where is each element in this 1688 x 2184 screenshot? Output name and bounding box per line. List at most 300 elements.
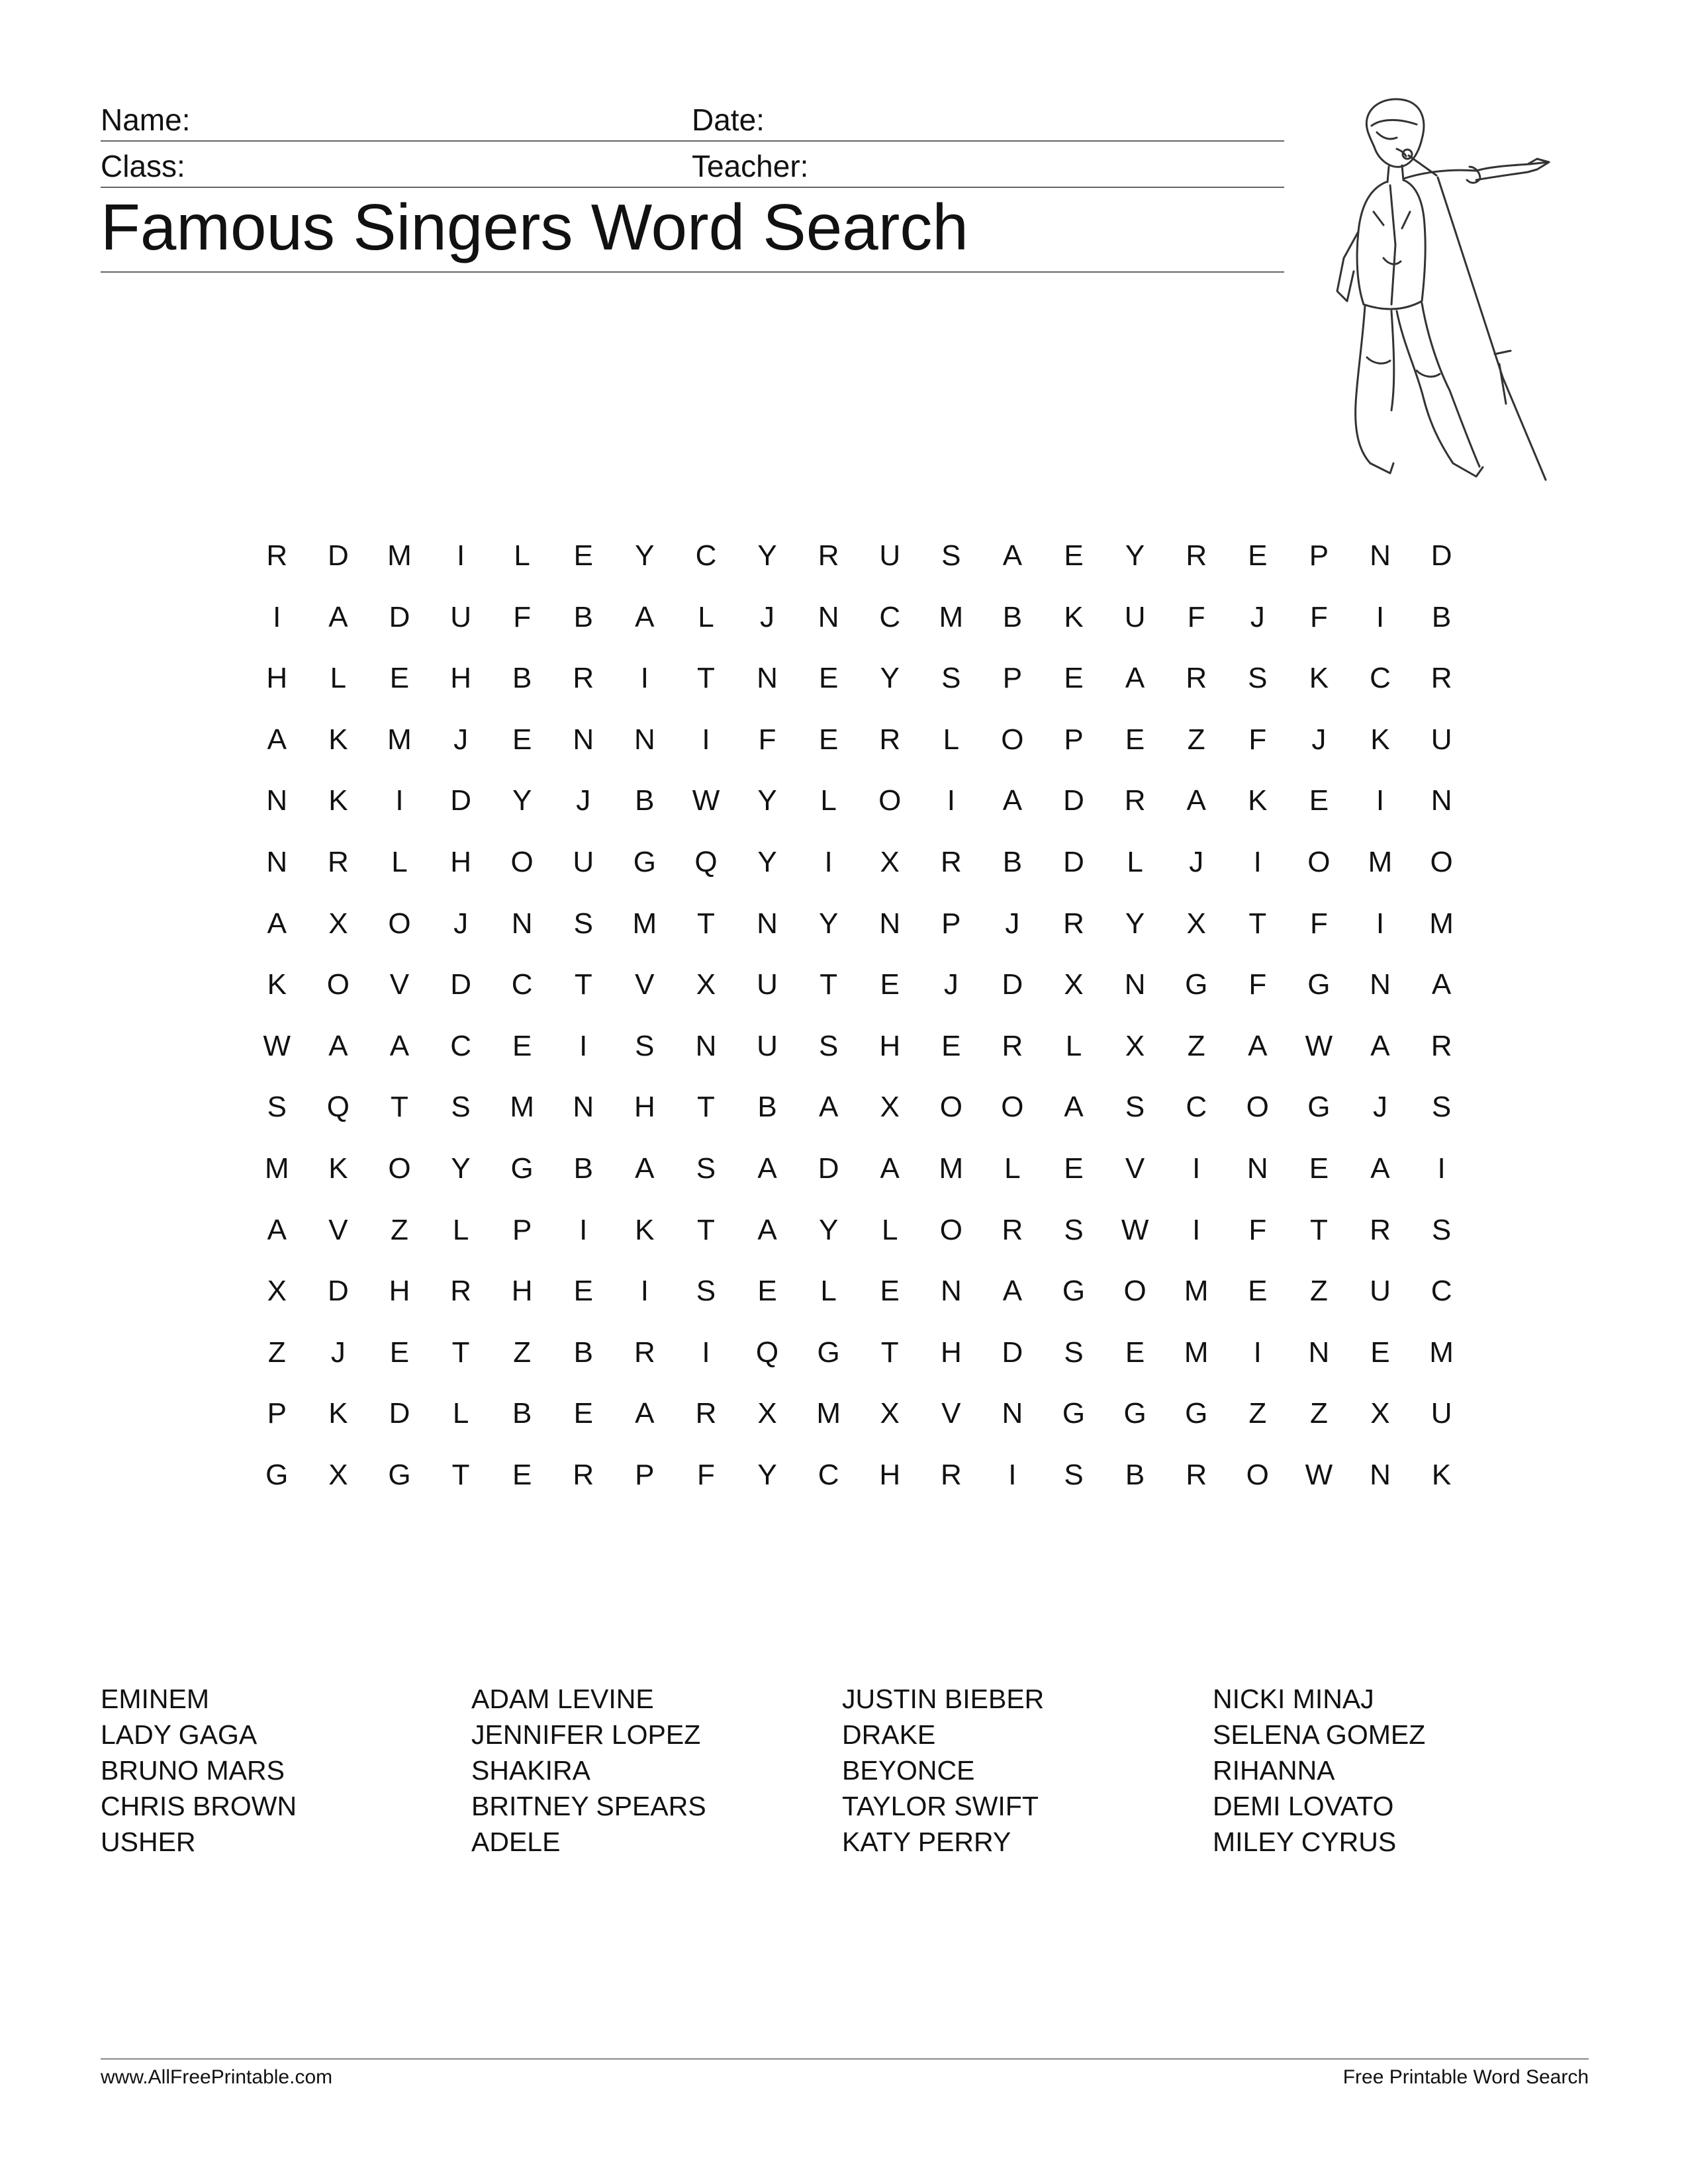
grid-letter: Y xyxy=(635,539,655,572)
grid-letter: A xyxy=(267,1213,287,1246)
grid-letter: Z xyxy=(1309,1397,1328,1430)
grid-letter: Z xyxy=(1309,1275,1328,1308)
grid-letter: H xyxy=(940,1336,962,1369)
grid-letter: N xyxy=(879,907,901,940)
grid-letter: S xyxy=(1431,1091,1452,1124)
word-item: USHER xyxy=(101,1827,196,1857)
grid-letter: V xyxy=(1125,1152,1145,1185)
grid-letter: S xyxy=(1064,1336,1084,1369)
grid-letter: E xyxy=(1309,1152,1329,1185)
footer-caption: Free Printable Word Search xyxy=(1342,2066,1589,2088)
grid-row xyxy=(246,904,1472,966)
grid-letter: N xyxy=(511,907,533,940)
grid-letter: L xyxy=(514,539,530,572)
grid-letter: A xyxy=(635,600,655,633)
grid-letter: I xyxy=(1376,907,1385,940)
word-item: CHRIS BROWN xyxy=(101,1791,297,1821)
grid-letter: X xyxy=(757,1397,777,1430)
grid-letter: F xyxy=(1248,968,1267,1001)
grid-letter: L xyxy=(452,1213,469,1246)
grid-letter: U xyxy=(573,845,594,878)
grid-letter: X xyxy=(328,907,348,940)
grid-letter: I xyxy=(824,845,833,878)
grid-letter: W xyxy=(692,784,720,817)
grid-letter: C xyxy=(1370,662,1391,695)
grid-letter: Y xyxy=(451,1152,471,1185)
grid-letter: E xyxy=(1248,1275,1268,1308)
grid-letter: J xyxy=(453,907,469,940)
grid-letter: A xyxy=(1002,539,1023,572)
grid-letter: A xyxy=(757,1152,777,1185)
grid-letter: P xyxy=(1002,662,1023,695)
grid-letter: C xyxy=(1430,1275,1452,1308)
grid-letter: G xyxy=(265,1458,289,1491)
grid-letter: R xyxy=(450,1275,471,1308)
grid-letter: N xyxy=(1370,968,1391,1001)
grid-letter: X xyxy=(880,845,900,878)
grid-letter: A xyxy=(1248,1029,1268,1062)
grid-letter: I xyxy=(1376,600,1385,633)
grid-letter: I xyxy=(640,662,649,695)
grid-letter: U xyxy=(757,968,778,1001)
grid-letter: F xyxy=(1248,723,1267,756)
class-teacher-row xyxy=(101,140,1284,188)
grid-letter: B xyxy=(1002,845,1023,878)
grid-letter: E xyxy=(818,723,839,756)
grid-letter: M xyxy=(1184,1336,1209,1369)
grid-letter: Y xyxy=(757,1458,777,1491)
grid-letter: O xyxy=(1430,845,1453,878)
grid-letter: S xyxy=(1064,1213,1084,1246)
grid-letter: D xyxy=(389,1397,410,1430)
grid-letter: Q xyxy=(326,1091,350,1124)
grid-letter: I xyxy=(1376,784,1385,817)
grid-letter: J xyxy=(1250,600,1265,633)
grid-letter: R xyxy=(1430,662,1452,695)
grid-letter: J xyxy=(943,968,959,1001)
grid-letter: O xyxy=(326,968,350,1001)
page-footer xyxy=(101,2058,1589,2088)
grid-letter: F xyxy=(513,600,532,633)
grid-letter: S xyxy=(1064,1458,1084,1491)
grid-letter: D xyxy=(389,600,410,633)
grid-letter: A xyxy=(1002,1275,1023,1308)
grid-letter: Z xyxy=(391,1213,408,1246)
word-item: RIHANNA xyxy=(1213,1755,1335,1786)
grid-letter: W xyxy=(1305,1458,1333,1491)
grid-letter: O xyxy=(510,845,534,878)
grid-letter: D xyxy=(1063,845,1084,878)
grid-letter: F xyxy=(1309,907,1328,940)
grid-letter: N xyxy=(757,662,778,695)
grid-letter: G xyxy=(1062,1275,1086,1308)
grid-letter: B xyxy=(635,784,655,817)
grid-letter: I xyxy=(273,600,281,633)
grid-letter: F xyxy=(697,1458,715,1491)
grid-letter: V xyxy=(389,968,410,1001)
grid-letter: H xyxy=(633,1091,655,1124)
grid-letter: X xyxy=(267,1275,287,1308)
grid-letter: R xyxy=(1124,784,1146,817)
class-label: Class: xyxy=(101,149,185,183)
grid-letter: T xyxy=(880,1336,899,1369)
grid-letter: M xyxy=(387,723,412,756)
grid-letter: D xyxy=(328,539,349,572)
grid-letter: E xyxy=(389,1336,410,1369)
word-item: BRUNO MARS xyxy=(101,1755,285,1786)
grid-letter: D xyxy=(1430,539,1452,572)
grid-letter: K xyxy=(1248,784,1268,817)
grid-letter: O xyxy=(1001,1091,1024,1124)
grid-letter: B xyxy=(573,600,593,633)
word-item: SHAKIRA xyxy=(471,1755,590,1786)
grid-row xyxy=(246,659,1472,720)
grid-letter: L xyxy=(820,1275,837,1308)
grid-letter: A xyxy=(328,600,348,633)
grid-letter: N xyxy=(266,784,288,817)
grid-letter: A xyxy=(267,723,287,756)
grid-row xyxy=(246,1149,1472,1210)
grid-letter: R xyxy=(1186,539,1207,572)
grid-letter: V xyxy=(941,1397,961,1430)
grid-letter: E xyxy=(573,1275,593,1308)
grid-letter: K xyxy=(267,968,287,1001)
word-item: BEYONCE xyxy=(842,1755,975,1786)
grid-letter: Q xyxy=(694,845,718,878)
grid-letter: U xyxy=(450,600,471,633)
grid-letter: Z xyxy=(1187,723,1205,756)
grid-letter: A xyxy=(1370,1029,1390,1062)
grid-letter: H xyxy=(389,1275,410,1308)
grid-letter: E xyxy=(818,662,839,695)
word-item: BRITNEY SPEARS xyxy=(471,1791,706,1821)
grid-letter: B xyxy=(512,662,532,695)
grid-letter: Y xyxy=(818,907,839,940)
grid-letter: N xyxy=(1370,539,1391,572)
grid-letter: R xyxy=(328,845,349,878)
grid-letter: O xyxy=(1307,845,1331,878)
grid-row xyxy=(246,1271,1472,1333)
grid-letter: H xyxy=(450,845,471,878)
word-item: DEMI LOVATO xyxy=(1213,1791,1394,1821)
grid-letter: K xyxy=(1431,1458,1452,1491)
grid-letter: B xyxy=(757,1091,777,1124)
grid-letter: Y xyxy=(757,539,777,572)
grid-letter: B xyxy=(512,1397,532,1430)
grid-letter: U xyxy=(1430,723,1452,756)
grid-letter: Y xyxy=(818,1213,839,1246)
word-item: ADELE xyxy=(471,1827,561,1857)
grid-letter: C xyxy=(511,968,533,1001)
grid-letter: A xyxy=(818,1091,839,1124)
grid-letter: X xyxy=(328,1458,348,1491)
grid-letter: S xyxy=(696,1275,716,1308)
grid-letter: P xyxy=(941,907,961,940)
grid-letter: E xyxy=(1248,539,1268,572)
word-column xyxy=(842,1681,1186,1860)
grid-letter: B xyxy=(573,1152,593,1185)
grid-letter: E xyxy=(512,1458,532,1491)
grid-letter: O xyxy=(1246,1458,1269,1491)
grid-row xyxy=(246,1087,1472,1149)
grid-letter: O xyxy=(878,784,902,817)
grid-letter: N xyxy=(695,1029,717,1062)
grid-letter: T xyxy=(697,907,715,940)
grid-row xyxy=(246,1333,1472,1394)
grid-letter: T xyxy=(451,1458,470,1491)
grid-letter: N xyxy=(757,907,778,940)
grid-letter: R xyxy=(573,1458,594,1491)
grid-letter: M xyxy=(1429,907,1454,940)
grid-letter: I xyxy=(1192,1213,1201,1246)
grid-letter: N xyxy=(818,600,839,633)
grid-letter: P xyxy=(1309,539,1329,572)
grid-letter: E xyxy=(1064,539,1084,572)
word-item: JUSTIN BIEBER xyxy=(842,1684,1045,1714)
name-date-row xyxy=(101,94,1284,142)
grid-letter: R xyxy=(266,539,288,572)
grid-row xyxy=(246,720,1472,782)
word-item: DRAKE xyxy=(842,1719,936,1750)
grid-letter: G xyxy=(1123,1397,1147,1430)
grid-letter: R xyxy=(818,539,839,572)
grid-letter: S xyxy=(267,1091,287,1124)
grid-letter: C xyxy=(879,600,901,633)
grid-letter: K xyxy=(1064,600,1084,633)
grid-letter: K xyxy=(1370,723,1390,756)
grid-letter: T xyxy=(697,1091,715,1124)
grid-letter: N xyxy=(1002,1397,1023,1430)
page-title: Famous Singers Word Search xyxy=(101,191,968,263)
grid-letter: T xyxy=(820,968,838,1001)
grid-letter: U xyxy=(757,1029,778,1062)
grid-letter: P xyxy=(512,1213,532,1246)
date-label: Date: xyxy=(692,103,765,137)
grid-letter: D xyxy=(450,968,471,1001)
grid-letter: L xyxy=(1127,845,1143,878)
grid-letter: G xyxy=(1307,1091,1331,1124)
grid-letter: K xyxy=(635,1213,655,1246)
grid-letter: W xyxy=(1121,1213,1149,1246)
grid-row xyxy=(246,1210,1472,1272)
grid-letter: H xyxy=(879,1458,901,1491)
grid-letter: Z xyxy=(513,1336,532,1369)
grid-letter: S xyxy=(1431,1213,1452,1246)
grid-letter: A xyxy=(1186,784,1206,817)
grid-letter: N xyxy=(633,723,655,756)
grid-letter: E xyxy=(941,1029,961,1062)
grid-letter: E xyxy=(1309,784,1329,817)
word-item: SELENA GOMEZ xyxy=(1213,1719,1426,1750)
word-item: EMINEM xyxy=(101,1684,209,1714)
grid-letter: Z xyxy=(1187,1029,1205,1062)
grid-letter: I xyxy=(702,1336,710,1369)
grid-letter: O xyxy=(939,1091,962,1124)
grid-letter: C xyxy=(1186,1091,1207,1124)
grid-letter: T xyxy=(391,1091,408,1124)
grid-letter: S xyxy=(696,1152,716,1185)
grid-letter: A xyxy=(267,907,287,940)
grid-letter: B xyxy=(1002,600,1023,633)
grid-row xyxy=(246,598,1472,659)
grid-letter: S xyxy=(941,539,961,572)
grid-letter: A xyxy=(1125,662,1145,695)
grid-letter: X xyxy=(1186,907,1206,940)
grid-letter: N xyxy=(940,1275,962,1308)
grid-letter: A xyxy=(757,1213,777,1246)
grid-letter: Y xyxy=(1125,539,1145,572)
grid-letter: G xyxy=(633,845,656,878)
grid-letter: R xyxy=(879,723,901,756)
grid-letter: T xyxy=(574,968,592,1001)
grid-letter: S xyxy=(818,1029,839,1062)
grid-letter: L xyxy=(698,600,714,633)
grid-letter: J xyxy=(760,600,775,633)
word-item: TAYLOR SWIFT xyxy=(842,1791,1039,1821)
grid-letter: H xyxy=(450,662,471,695)
grid-letter: L xyxy=(391,845,408,878)
grid-letter: E xyxy=(880,1275,900,1308)
grid-letter: G xyxy=(1185,968,1208,1001)
grid-letter: J xyxy=(576,784,591,817)
grid-letter: M xyxy=(939,600,964,633)
footer-site-link[interactable]: www.AllFreePrintable.com xyxy=(101,2066,333,2088)
word-item: LADY GAGA xyxy=(101,1719,258,1750)
grid-letter: V xyxy=(635,968,655,1001)
grid-letter: I xyxy=(1253,1336,1262,1369)
grid-letter: P xyxy=(635,1458,655,1491)
grid-letter: A xyxy=(1431,968,1452,1001)
grid-letter: A xyxy=(1002,784,1023,817)
grid-letter: J xyxy=(1372,1091,1387,1124)
word-item: MILEY CYRUS xyxy=(1213,1827,1397,1857)
grid-row xyxy=(246,1394,1472,1455)
grid-letter: O xyxy=(1123,1275,1147,1308)
grid-letter: E xyxy=(512,723,532,756)
grid-letter: H xyxy=(511,1275,533,1308)
grid-letter: M xyxy=(264,1152,289,1185)
grid-letter: E xyxy=(389,662,410,695)
grid-letter: R xyxy=(1186,1458,1207,1491)
grid-letter: G xyxy=(1062,1397,1086,1430)
grid-letter: T xyxy=(1248,907,1267,940)
grid-letter: B xyxy=(1125,1458,1145,1491)
grid-letter: K xyxy=(328,784,348,817)
grid-letter: U xyxy=(1430,1397,1452,1430)
name-label: Name: xyxy=(101,103,191,137)
grid-letter: D xyxy=(450,784,471,817)
grid-letter: S xyxy=(1125,1091,1145,1124)
grid-letter: I xyxy=(456,539,465,572)
grid-letter: E xyxy=(1064,1152,1084,1185)
grid-letter: O xyxy=(1246,1091,1269,1124)
grid-row xyxy=(246,781,1472,842)
grid-letter: J xyxy=(1311,723,1327,756)
grid-letter: A xyxy=(1370,1152,1390,1185)
grid-letter: V xyxy=(328,1213,348,1246)
grid-letter: K xyxy=(328,723,348,756)
grid-letter: L xyxy=(1065,1029,1082,1062)
grid-letter: R xyxy=(1430,1029,1452,1062)
grid-letter: E xyxy=(1125,723,1145,756)
grid-letter: G xyxy=(388,1458,411,1491)
grid-letter: E xyxy=(512,1029,532,1062)
grid-letter: N xyxy=(1124,968,1146,1001)
grid-letter: K xyxy=(328,1152,348,1185)
grid-letter: O xyxy=(1001,723,1024,756)
grid-letter: U xyxy=(879,539,901,572)
grid-letter: N xyxy=(1246,1152,1268,1185)
grid-letter: I xyxy=(1437,1152,1446,1185)
word-search-grid xyxy=(246,536,1472,1517)
grid-letter: H xyxy=(879,1029,901,1062)
grid-letter: I xyxy=(1008,1458,1017,1491)
grid-letter: E xyxy=(757,1275,777,1308)
grid-letter: S xyxy=(573,907,593,940)
grid-letter: N xyxy=(573,1091,594,1124)
grid-letter: R xyxy=(940,1458,962,1491)
grid-letter: P xyxy=(1064,723,1084,756)
grid-letter: N xyxy=(266,845,288,878)
grid-letter: X xyxy=(1370,1397,1390,1430)
grid-letter: I xyxy=(1192,1152,1201,1185)
grid-letter: S xyxy=(1248,662,1268,695)
grid-letter: E xyxy=(573,539,593,572)
grid-letter: E xyxy=(1064,662,1084,695)
grid-letter: M xyxy=(939,1152,964,1185)
grid-letter: B xyxy=(1431,600,1452,633)
grid-letter: X xyxy=(1064,968,1084,1001)
grid-letter: R xyxy=(1002,1213,1023,1246)
grid-letter: O xyxy=(388,907,411,940)
grid-letter: I xyxy=(579,1029,588,1062)
grid-letter: G xyxy=(1307,968,1331,1001)
grid-letter: Y xyxy=(512,784,532,817)
teacher-label: Teacher: xyxy=(692,149,809,183)
grid-letter: L xyxy=(330,662,347,695)
grid-letter: S xyxy=(635,1029,655,1062)
grid-letter: Y xyxy=(1125,907,1145,940)
title-row xyxy=(101,187,1284,273)
grid-letter: S xyxy=(941,662,961,695)
grid-letter: L xyxy=(820,784,837,817)
grid-letter: G xyxy=(1185,1397,1208,1430)
grid-letter: M xyxy=(510,1091,534,1124)
grid-letter: A xyxy=(880,1152,900,1185)
grid-letter: B xyxy=(573,1336,593,1369)
grid-letter: A xyxy=(635,1397,655,1430)
grid-letter: A xyxy=(328,1029,348,1062)
grid-letter: N xyxy=(1370,1458,1391,1491)
grid-letter: L xyxy=(943,723,960,756)
grid-letter: L xyxy=(452,1397,469,1430)
grid-letter: R xyxy=(695,1397,717,1430)
grid-letter: N xyxy=(573,723,594,756)
grid-letter: R xyxy=(1002,1029,1023,1062)
grid-letter: M xyxy=(387,539,412,572)
grid-letter: N xyxy=(1308,1336,1330,1369)
grid-letter: I xyxy=(640,1275,649,1308)
word-column xyxy=(101,1681,445,1860)
grid-letter: G xyxy=(817,1336,840,1369)
grid-letter: J xyxy=(1189,845,1204,878)
grid-row xyxy=(246,1455,1472,1517)
grid-letter: D xyxy=(818,1152,839,1185)
grid-letter: W xyxy=(263,1029,291,1062)
grid-row xyxy=(246,1026,1472,1088)
grid-letter: I xyxy=(702,723,710,756)
grid-letter: X xyxy=(880,1397,900,1430)
